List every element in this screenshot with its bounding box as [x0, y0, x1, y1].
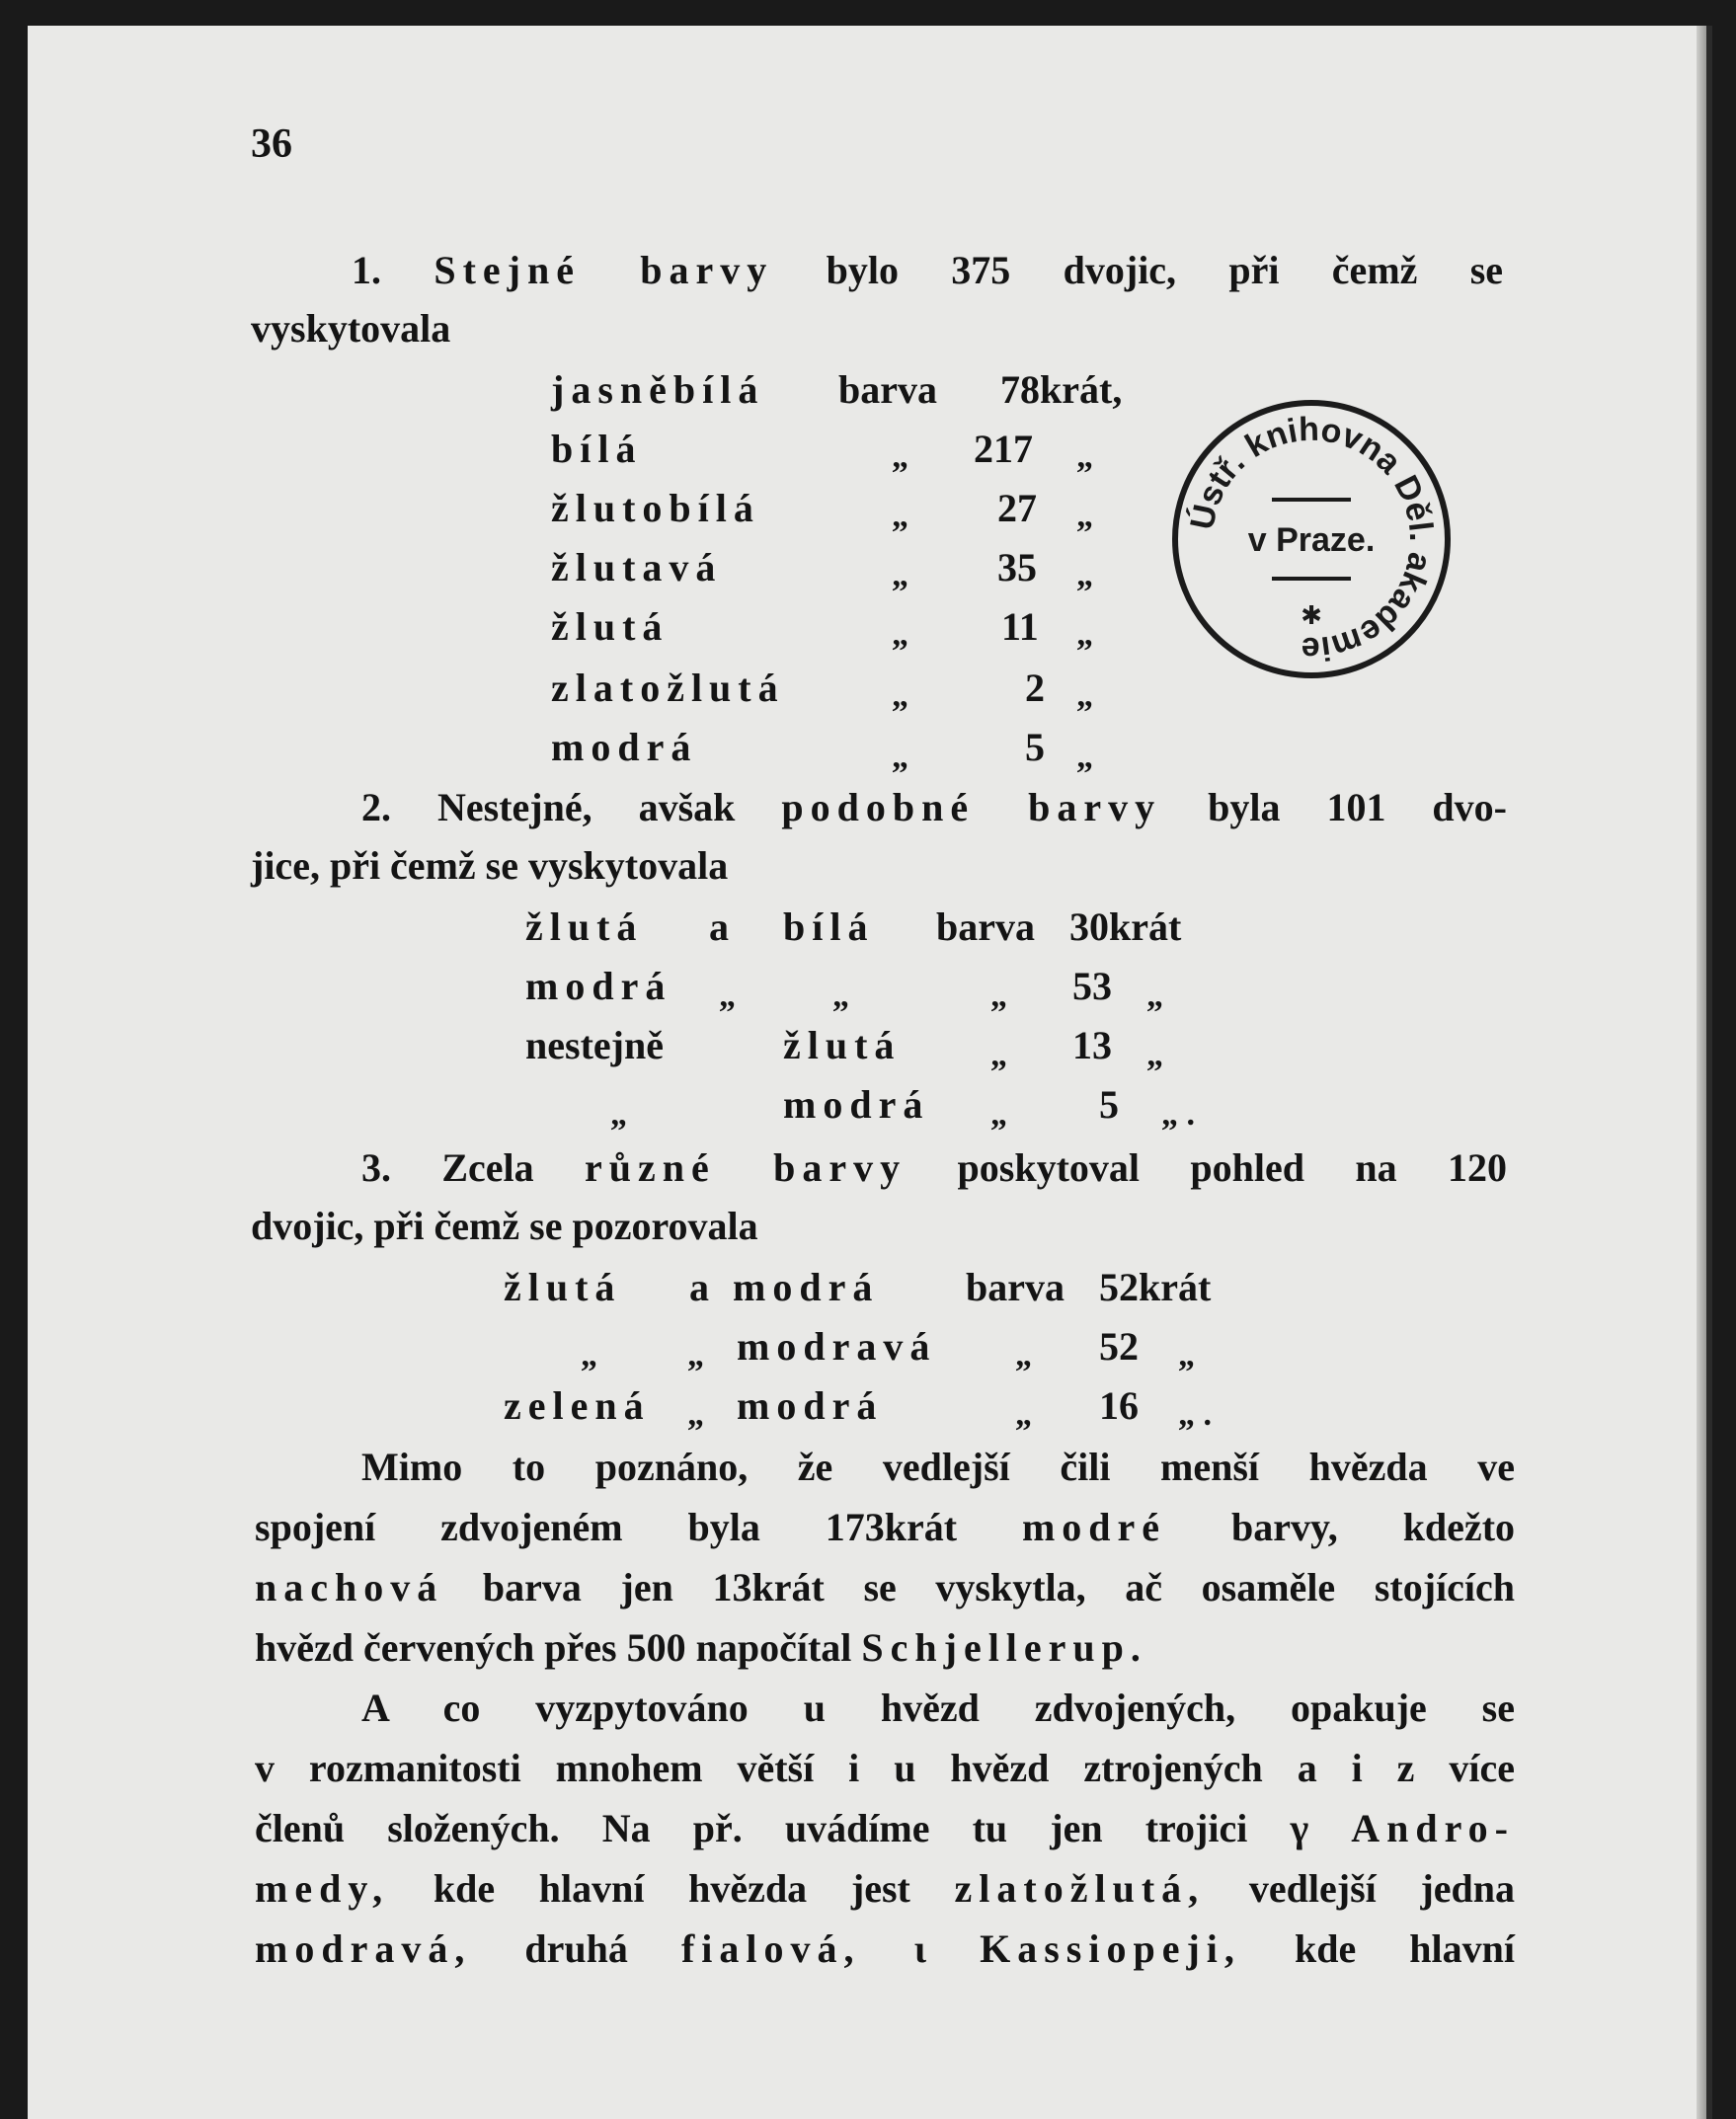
section3-text: 3. Zcela — [361, 1145, 534, 1190]
section2-line1 — [361, 785, 1507, 829]
ditto-mark: „ — [1146, 978, 1163, 1014]
color-name: bílá — [551, 427, 643, 471]
count-value: 5 — [1025, 725, 1045, 769]
color-name: modrá — [783, 1082, 930, 1127]
ditto-mark: „ — [832, 978, 849, 1014]
section3-line1 — [361, 1145, 1507, 1190]
color-name: modravá — [737, 1324, 937, 1369]
count-value: 35 — [997, 545, 1037, 589]
ditto-mark: „ — [581, 1337, 597, 1373]
ditto-mark: „ — [892, 677, 908, 714]
paragraph1-line1: Mimo to poznáno, že vedlejší čili menší hvězda ve — [361, 1445, 1515, 1489]
section3-line2: dvojic, při čemž se pozorovala — [251, 1204, 758, 1248]
barva-label: barva — [936, 904, 1035, 949]
emphasis-span: Andro- — [1351, 1806, 1515, 1850]
emphasis-span: fialová, — [680, 1926, 861, 1971]
section2-text: 2. Nestejné, avšak — [361, 785, 736, 829]
emphasis-span: modravá, — [255, 1926, 472, 1971]
count-value: 52 — [1099, 1324, 1139, 1369]
color-name: a modrá — [689, 1265, 880, 1309]
ditto-mark: „ — [1076, 557, 1093, 593]
ditto-mark: „ — [1076, 498, 1093, 534]
ditto-mark: „ — [1015, 1337, 1032, 1373]
count-value: 78krát, — [1000, 367, 1123, 412]
section2-text: byla 101 dvo- — [1208, 785, 1507, 829]
book-page — [28, 26, 1712, 2119]
ditto-mark: „ — [892, 616, 908, 653]
count-value: 53 — [1072, 964, 1112, 1008]
ditto-mark: „ — [990, 978, 1007, 1014]
color-name: žlutobílá — [551, 486, 760, 530]
ditto-mark: „ . — [1178, 1396, 1212, 1433]
paragraph1-line3 — [255, 1565, 1516, 1609]
stamp-star-icon: ✱ — [1301, 601, 1322, 631]
ditto-mark: „ — [1076, 739, 1093, 775]
count-value: 27 — [997, 486, 1037, 530]
stamp-center-text: v Praze. — [1247, 521, 1376, 559]
color-name: žlutá — [551, 604, 670, 649]
library-stamp — [1163, 391, 1460, 687]
count-value: 52krát — [1099, 1265, 1212, 1309]
emphasis-span: Schjellerup. — [861, 1625, 1147, 1670]
emphasis-span: nachová — [255, 1565, 444, 1609]
barva-label: barva — [838, 367, 937, 412]
text-span: barva jen 13krát se vyskytla, ač osaměle stojících — [482, 1565, 1516, 1609]
ditto-mark: „ — [1146, 1037, 1163, 1073]
ditto-mark: „ — [687, 1337, 704, 1373]
count-value: 11 — [1001, 604, 1039, 649]
count-value: 2 — [1025, 666, 1045, 710]
color-name: žlutavá — [551, 545, 723, 589]
paragraph2-line3 — [255, 1806, 1515, 1850]
count-value: 30krát — [1069, 904, 1182, 949]
color-name: modrá — [525, 964, 672, 1008]
paragraph1-line2 — [255, 1505, 1516, 1549]
ditto-mark: „ — [1076, 438, 1093, 475]
paragraph2-line4 — [255, 1866, 1516, 1911]
ditto-mark: „ — [892, 557, 908, 593]
section1-text: bylo 375 dvojic, při čemž se — [826, 248, 1504, 292]
text-span: kde hlavní — [1294, 1926, 1516, 1971]
text-span: barvy, kdežto — [1230, 1505, 1516, 1549]
page-edge — [1697, 26, 1706, 2119]
section2-line2: jice, při čemž se vyskytovala — [251, 843, 729, 888]
ditto-mark: „ — [610, 1096, 627, 1133]
section2-emphasis: podobné barvy — [781, 785, 1162, 829]
ditto-mark: „ — [892, 739, 908, 775]
ditto-mark: „ — [687, 1396, 704, 1433]
ditto-mark: „ — [990, 1037, 1007, 1073]
section1-line1 — [352, 248, 1504, 292]
modifier: nestejně — [525, 1023, 664, 1067]
color-name: jasněbílá — [551, 367, 765, 412]
section1-number: 1. — [352, 248, 381, 292]
count-value: 16 — [1099, 1383, 1139, 1428]
section3-text: poskytoval pohled na 120 — [957, 1145, 1507, 1190]
paragraph2-line5 — [255, 1926, 1516, 1971]
count-value: 217 — [974, 427, 1033, 471]
barva-label: barva — [966, 1265, 1065, 1309]
conjunction: a — [709, 904, 729, 949]
ditto-mark: „ — [892, 498, 908, 534]
paragraph2-line2: v rozmanitosti mnohem větší i u hvězd ztrojených a i z více — [255, 1746, 1515, 1790]
color-name: zelená — [504, 1383, 651, 1428]
section1-line2: vyskytovala — [251, 306, 451, 351]
emphasis-span: modré — [1021, 1505, 1167, 1549]
text-span: vedlejší jedna — [1248, 1866, 1516, 1911]
ditto-mark: „ . — [1161, 1096, 1195, 1133]
color-name: bílá — [783, 904, 875, 949]
paragraph2-line1: A co vyzpytováno u hvězd zdvojených, opakuje se — [361, 1686, 1515, 1730]
stamp-ring-text: Ústř. knihovna Děl. akademie — [1183, 410, 1441, 668]
color-name: zlatožlutá — [551, 666, 785, 710]
paragraph1-line4 — [255, 1625, 1147, 1670]
text-span: kde hlavní hvězda jest — [433, 1866, 910, 1911]
ditto-mark: „ — [1076, 616, 1093, 653]
text-span: ι — [913, 1926, 927, 1971]
color-name: žlutá — [504, 1265, 622, 1309]
ditto-mark: „ — [1178, 1337, 1195, 1373]
ditto-mark: „ — [719, 978, 736, 1014]
ditto-mark: „ — [990, 1096, 1007, 1133]
text-span: druhá — [524, 1926, 628, 1971]
text-span: spojení zdvojeném byla 173krát — [255, 1505, 958, 1549]
emphasis-span: Kassiopeji, — [980, 1926, 1241, 1971]
emphasis-span: medy, — [255, 1866, 390, 1911]
section1-emphasis: Stejné barvy — [434, 248, 774, 292]
color-name: žlutá — [783, 1023, 902, 1067]
color-name: modrá — [737, 1383, 884, 1428]
section3-emphasis: různé barvy — [585, 1145, 907, 1190]
count-value: 5 — [1099, 1082, 1119, 1127]
page-number: 36 — [251, 121, 292, 167]
ditto-mark: „ — [1076, 677, 1093, 714]
color-name: modrá — [551, 725, 698, 769]
ditto-mark: „ — [1015, 1396, 1032, 1433]
emphasis-span: zlatožlutá, — [954, 1866, 1206, 1911]
count-value: 13 — [1072, 1023, 1112, 1067]
text-span: hvězd červených přes 500 napočítal — [255, 1625, 852, 1670]
ditto-mark: „ — [892, 438, 908, 475]
text-span: členů složených. Na př. uvádíme tu jen trojici γ — [255, 1806, 1309, 1850]
color-name: žlutá — [525, 904, 644, 949]
